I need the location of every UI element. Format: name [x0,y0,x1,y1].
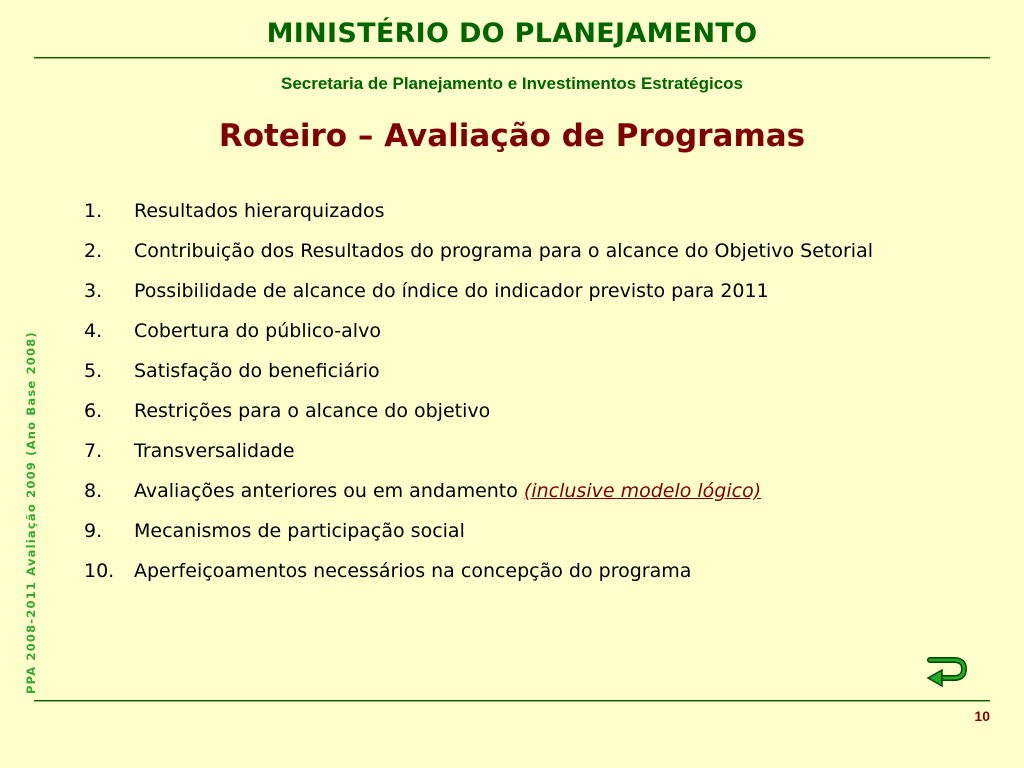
list-item-number: 10. [84,560,115,582]
list-item-number: 2. [84,240,103,262]
slide-title: Roteiro – Avaliação de Programas [218,118,806,154]
roteiro-list [84,191,942,591]
header-divider [34,57,990,59]
list-item [84,471,942,511]
list-item-number: 5. [84,360,103,382]
list-item-number: 4. [84,320,103,342]
list-item-text: Aperfeiçoamentos necessários na concepção do programa [134,560,692,582]
list-item-text: Satisfação do beneficiário [134,360,380,382]
list-item-text: Mecanismos de participação social [134,520,465,542]
list-item-text: Resultados hierarquizados [134,200,385,222]
list-item [84,351,942,391]
list-item-text [134,471,942,511]
ppa-side-label: PPA 2008-2011 Avaliação 2009 (Ano Base 2008) [24,331,38,694]
list-item-number: 9. [84,520,103,542]
list-item-text: Transversalidade [134,440,295,462]
secretariat-subtitle: Secretaria de Planejamento e Investimentos Estratégicos [280,74,744,93]
list-item-number: 1. [84,200,103,222]
list-item-text: Possibilidade de alcance do índice do indicador previsto para 2011 [134,280,769,302]
return-button[interactable] [924,656,968,692]
ministry-title: MINISTÉRIO DO PLANEJAMENTO [266,18,758,49]
return-arrow-icon [924,656,968,692]
list-item-number: 6. [84,400,103,422]
list-item-text: Restrições para o alcance do objetivo [134,400,491,422]
list-item [84,271,942,311]
list-item [84,311,942,351]
list-item-number: 3. [84,280,103,302]
list-item-text: Contribuição dos Resultados do programa para o alcance do Objetivo Setorial [134,240,873,262]
footer-divider [34,700,990,702]
list-item [84,391,942,431]
list-item [84,511,942,551]
list-item-text: Cobertura do público-alvo [134,320,381,342]
page-number: 10 [974,708,990,724]
logic-model-highlight: (inclusive modelo lógico) [523,480,762,502]
list-item-main-text: Avaliações anteriores ou em andamento [134,480,524,502]
list-item [84,231,942,271]
list-item [84,191,942,231]
list-item-number: 8. [84,480,103,502]
list-item [84,431,942,471]
list-item-number: 7. [84,440,103,462]
list-item [84,551,942,591]
